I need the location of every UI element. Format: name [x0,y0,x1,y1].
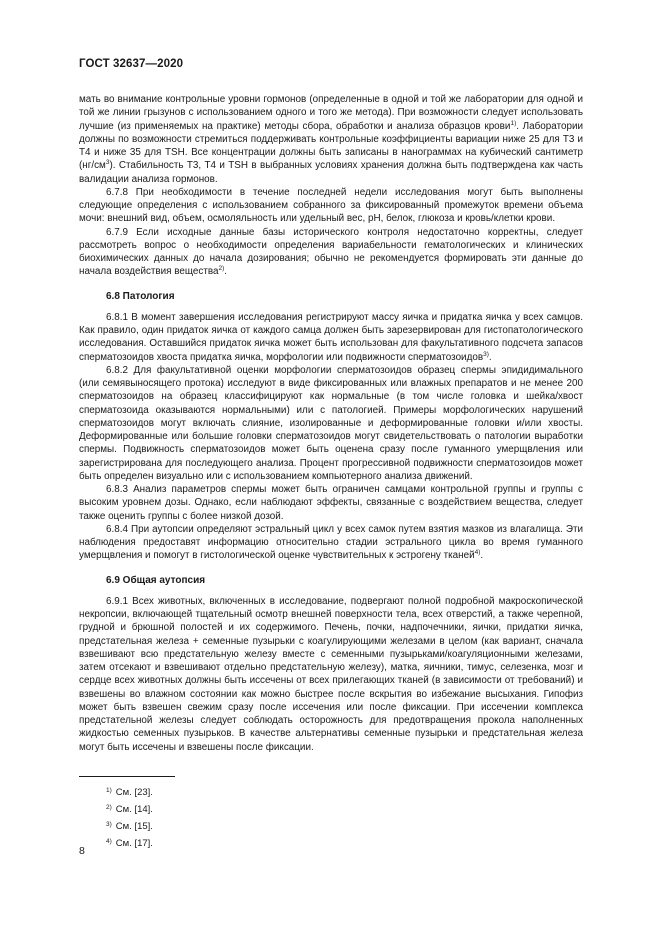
section-heading-6-9: 6.9 Общая аутопсия [106,574,206,586]
footnote-item: $^{4)}$ См. [17]. [106,838,153,849]
paragraph-continuation: мать во внимание контрольные уровни гормонов (определенные в одной и той же лаборатории для одной и той же линии грызунов с использованием одного и того же метода). При возможности следует использовать лучшие (из применяемых на практике) методы сбора, обработки и анализа образцов крови$^{1)}$. Лаборатории должны по возможности стремиться поддерживать контрольные коэффициенты вариации ниже 25 для Т3 и Т4 и ниже 35 для TSH. Все концентрации должны быть записаны в нанограммах на кубический сантиметр $(нг/см^3)$. Стабильность Т3, Т4 и TSH в выбранных условиях хранения должна быть подтверждена как часть валидации анализа гормонов. [79,94,583,185]
footnote-divider [79,776,175,777]
document-header: ГОСТ 32637—2020 [79,58,184,70]
footnote-item: $^{3)}$ См. [15]. [106,821,153,832]
paragraph-6-8-4: 6.8.4 При аутопсии определяют эстральный цикл у всех самок путем взятия мазков из влагалища. Эти наблюдения предоставят информацию относительно стадии эстрального цикла во время гуманного умерщвления и помогут в гистологической оценке чувствительных к эстрогену тканей$^{4)}$. [79,523,583,562]
paragraph-6-7-9: 6.7.9 Если исходные данные базы исторического контроля недостаточно корректны, следует рассмотреть вопрос о необходимости определения вариабельности гематологических и клинических биохимических данных до начала дозирования; обычно не рекомендуется формировать эти данные до начала воздействия вещества$^{2)}$. [79,226,583,278]
paragraph-6-8-3: 6.8.3 Анализ параметров спермы может быть ограничен самцами контрольной группы и группы с высоким уровнем дозы. Однако, если наблюдают эффекты, связанные с воздействием вещества, следует также оценить группы с более низкой дозой. [79,484,583,522]
paragraph-6-8-2: 6.8.2 Для факультативной оценки морфологии сперматозоидов образец спермы эпидидимального (или семявыносящего протока) исследуют в виде фиксированных или влажных препаратов и не менее 200 сперматозоидов на образец классифицируют как нормальные (в том числе головка и шейка/хвост сперматозоида оказываются нормальными) или с патологией. Примеры морфологических нарушений сперматозоидов могут включать слияние, изолированные и деформированные головки и/или хвосты. Деформированные или большие головки сперматозоидов могут свидетельствовать о патологии выработки спермы. Подвижность сперматозоидов может быть оценена сразу после гуманного умерщвления или зарегистрирована для последующего анализа. Процент прогрессивной подвижности сперматозоидов может быть определен визуально или с использованием компьютерного анализа движений. [79,364,583,482]
paragraph-6-9-1: 6.9.1 Всех животных, включенных в исследование, подвергают полной подробной макроскопической некропсии, включающей тщательный осмотр внешней поверхности тела, всех отверстий, а также черепной, грудной и брюшной полостей и их содержимого. Печень, почки, надпочечники, яички, придатки яичка, предстательная железа + семенные пузырьки с коагулирующими железами в целом (как вариант, сначала взвешивают всю предстательную железу вместе с семенными пузырьками/коагуляционными железами, затем отсекают и взвешивают отдельно предстательную железу), матка, яичники, тимус, селезенка, мозг и сердце всех животных должны быть иссечены от всех прилегающих тканей (в зависимости от требований) и взвешены во влажном состоянии как можно быстрее после вскрытия во избежание высыхания. Гипофиз может быть взвешен свежим сразу после иссечения или после фиксации. При иссечении комплекса предстательной железы следует соблюдать осторожность для предотвращения прокола наполненных жидкостью семенных пузырьков. В качестве альтернативы семенные пузырьки и предстательная железа могут быть иссечены и взвешены после фиксации. [79,595,583,753]
document-body [79,93,583,754]
footnote-ref: 4) [474,549,481,557]
paragraph-6-8-1: 6.8.1 В момент завершения исследования регистрируют массу яичка и придатка яичка у всех самцов. Как правило, один придаток яичка от каждого самца должен быть зарезервирован для гистопатологического исследования. Оставшийся придаток яичка может быть использован для факультативного подсчета запасов сперматозоидов хвоста придатка яичка, морфологии или подвижности сперматозоидов$^{3)}$. [79,311,583,363]
page-number: 8 [79,845,85,857]
footnote-item: $^{1)}$ См. [23]. [106,787,153,798]
paragraph-6-7-8: 6.7.8 При необходимости в течение последней недели исследования могут быть выполнены следующие определения с использованием собранного за фиксированный промежуток времени объема мочи: внешний вид, объем, осмоляльность или удельный вес, рН, белок, глюкоза и кровь/клетки крови. [79,186,583,225]
footnote-ref: 3) [483,350,489,358]
superscript-3: 3 [105,159,110,167]
section-heading-6-8: 6.8 Патология [106,290,175,302]
footnotes [106,784,153,852]
footnote-ref: 2) [218,265,225,273]
footnote-item: $^{2)}$ См. [14]. [106,804,153,815]
footnote-ref: 1) [510,119,517,127]
